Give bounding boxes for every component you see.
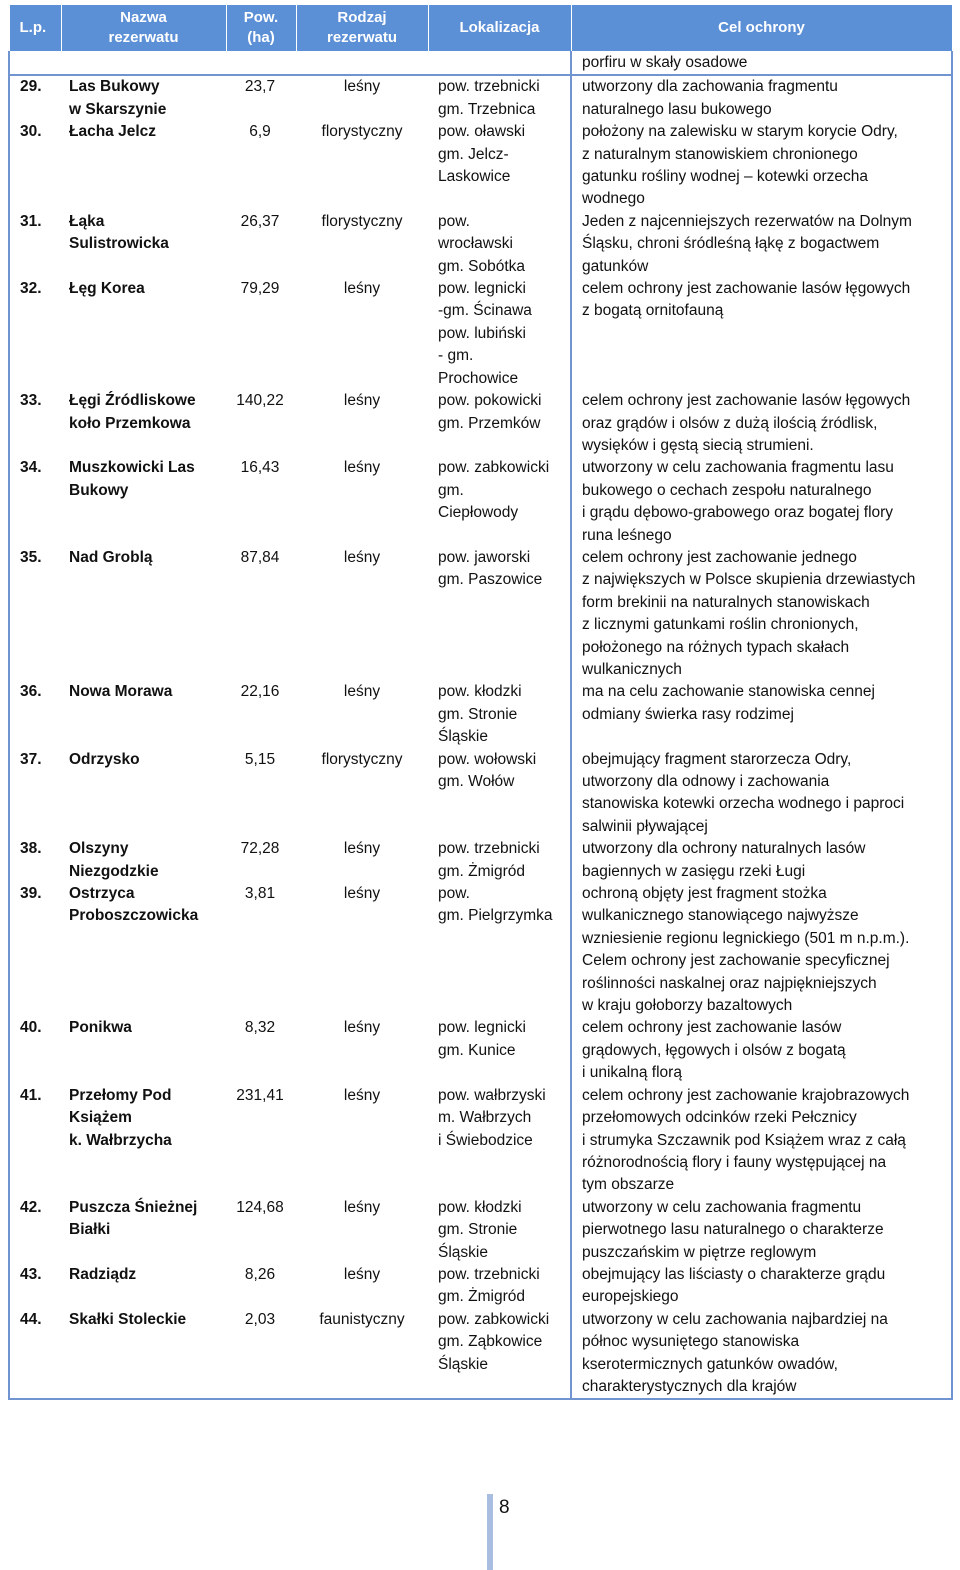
cell-name: Skałki Stoleckie (61, 1309, 226, 1400)
cell-goal: ma na celu zachowanie stanowiska cennej odmiany świerka rasy rodzimej (571, 681, 952, 748)
cell-type: leśny (343, 548, 381, 566)
table-row (9, 211, 952, 278)
cell-name: Przełomy Pod Książem k. Wałbrzycha (69, 1086, 172, 1149)
cell-goal: utworzony dla ochrony naturalnych lasów bagiennych w zasięgu rzeki Ługi (571, 838, 952, 883)
cell-area: 26,37 (240, 212, 280, 230)
cell-type: florystyczny (321, 212, 403, 230)
cell-goal: ochroną objęty jest fragment stożka wulkanicznego stanowiącego najwyższe wzniesienie regionu legnickiego (501 m n.p.m.). Celem ochrony jest zachowanie specyficznej roślinności naskalnej oraz najpiękniejszych w kraju gołoborzy bazaltowych (571, 883, 952, 1017)
cell-area: 87,84 (240, 548, 280, 566)
cell-lp: 39. (9, 883, 61, 1017)
cell-area: 72,28 (240, 840, 280, 858)
header-lp: L.p. (9, 5, 61, 52)
cell-name: Ostrzyca Proboszczowicka (69, 885, 199, 925)
cell-type: leśny (343, 1198, 381, 1216)
table-row (9, 457, 952, 547)
footer-bar (487, 1494, 493, 1570)
cell-name: Olszyny Niezgodzkie (69, 840, 159, 880)
cell-loc: pow. trzebnicki gm. Żmigród (428, 1264, 571, 1309)
header-type: Rodzaj rezerwatu (296, 5, 428, 52)
cell-name: Łąka Sulistrowicka (69, 212, 169, 253)
cell-area: 3,81 (244, 885, 276, 903)
cell-goal: położony na zalewisku w starym korycie Odry, z naturalnym stanowiskiem chronionego gatunku rośliny wodnej – kotewki orzecha wodnego (571, 121, 952, 211)
cell-lp: 30. (9, 121, 61, 211)
cell-area: 124,68 (236, 1198, 284, 1216)
header-location: Lokalizacja (428, 5, 571, 52)
table-row-continuation (9, 52, 952, 76)
cell-name: Muszkowicki Las Bukowy (69, 459, 195, 499)
table-row (9, 547, 952, 681)
continuation-goal: porfiru w skały osadowe (571, 52, 952, 76)
cell-type: leśny (343, 392, 381, 410)
cell-goal: utworzony dla zachowania fragmentu naturalnego lasu bukowego (571, 75, 952, 121)
cell-lp: 29. (9, 75, 61, 121)
table-row (9, 1017, 952, 1084)
cell-goal: celem ochrony jest zachowanie krajobrazowych przełomowych odcinków rzeki Pełcznicy i strumyka Szczawnik pod Książem wraz z całą różnorodnością flory i fauny występującej na tym obszarze (571, 1085, 952, 1197)
cell-loc: pow. wałbrzyski m. Wałbrzych i Świebodzice (428, 1085, 571, 1197)
cell-lp: 43. (9, 1264, 61, 1309)
table-row (9, 390, 952, 457)
cell-type: leśny (343, 280, 381, 298)
cell-loc: pow. jaworski gm. Paszowice (428, 547, 571, 681)
cell-loc: pow. zabkowicki gm. Ząbkowice Śląskie (428, 1309, 571, 1400)
cell-name: Ponikwa (69, 1019, 132, 1037)
cell-loc: pow. trzebnicki gm. Żmigród (428, 838, 571, 883)
cell-name: Łacha Jelcz (69, 123, 157, 141)
cell-name: Łęg Korea (69, 280, 145, 298)
cell-loc: pow. kłodzki gm. Stronie Śląskie (428, 1197, 571, 1264)
cell-lp: 44. (9, 1309, 61, 1400)
cell-type: leśny (343, 1019, 381, 1037)
cell-area: 5,15 (244, 750, 276, 768)
cell-loc: pow. trzebnicki gm. Trzebnica (428, 75, 571, 121)
cell-loc: pow. legnicki -gm. Ścinawa pow. lubiński - gm. Prochowice (428, 278, 571, 390)
cell-name: Las Bukowy w Skarszynie (69, 78, 167, 118)
cell-area: 231,41 (236, 1086, 284, 1104)
cell-name: Odrzysko (69, 750, 140, 768)
cell-lp: 34. (9, 457, 61, 547)
cell-area: 22,16 (240, 683, 280, 701)
table-row (9, 1197, 952, 1264)
cell-lp: 37. (9, 749, 61, 839)
table-body (9, 52, 952, 1400)
cell-type: leśny (343, 1265, 381, 1283)
cell-goal: utworzony w celu zachowania najbardziej na północ wysuniętego stanowiska kserotermicznych gatunków owadów, charakterystycznych dla krajów (571, 1309, 952, 1400)
header-area: Pow. (ha) (226, 5, 296, 52)
cell-type: florystyczny (321, 123, 403, 141)
cell-loc: pow. legnicki gm. Kunice (428, 1017, 571, 1084)
cell-lp: 42. (9, 1197, 61, 1264)
table-row (9, 278, 952, 390)
cell-name: Nowa Morawa (69, 683, 173, 701)
cell-goal: celem ochrony jest zachowanie lasów grądowych, łęgowych i olsów z bogatą i unikalną florą (571, 1017, 952, 1084)
cell-lp: 35. (9, 547, 61, 681)
cell-loc: pow. pokowicki gm. Przemków (428, 390, 571, 457)
cell-area: 8,26 (244, 1265, 276, 1283)
cell-name: Łęgi Źródliskowe koło Przemkowa (69, 392, 196, 432)
cell-type: leśny (343, 885, 381, 903)
cell-type: leśny (343, 683, 381, 701)
table-row (9, 1309, 952, 1400)
table-row (9, 1085, 952, 1197)
table-row (9, 1264, 952, 1309)
cell-loc: pow. oławski gm. Jelcz- Laskowice (428, 121, 571, 211)
table-row (9, 838, 952, 883)
reserves-table-wrapper (8, 4, 951, 1400)
cell-loc: pow. zabkowicki gm. Ciepłowody (428, 457, 571, 547)
table-row (9, 681, 952, 748)
cell-area: 6,9 (249, 123, 271, 141)
cell-name: Radziądz (69, 1265, 137, 1283)
cell-goal: utworzony w celu zachowania fragmentu lasu bukowego o cechach zespołu naturalnego i grądu dębowo-grabowego oraz bogatej flory runa leśnego (571, 457, 952, 547)
cell-lp: 36. (9, 681, 61, 748)
cell-goal: celem ochrony jest zachowanie lasów łęgowych oraz grądów i olsów z dużą ilością źródlisk, wysięków i gęstą siecią strumieni. (571, 390, 952, 457)
reserves-table (8, 4, 953, 1400)
page-number: 8 (499, 1497, 510, 1518)
cell-area: 2,03 (226, 1309, 296, 1400)
table-row (9, 75, 952, 121)
cell-goal: obejmujący las liściasty o charakterze grądu europejskiego (571, 1264, 952, 1309)
cell-type: leśny (343, 459, 381, 477)
cell-lp: 41. (9, 1085, 61, 1197)
cell-lp: 32. (9, 278, 61, 390)
cell-lp: 33. (9, 390, 61, 457)
cell-lp: 38. (9, 838, 61, 883)
cell-lp: 40. (9, 1017, 61, 1084)
table-row (9, 749, 952, 839)
cell-type: florystyczny (321, 750, 403, 768)
cell-loc: pow. wołowski gm. Wołów (428, 749, 571, 839)
header-goal: Cel ochrony (571, 5, 952, 52)
cell-area: 140,22 (236, 392, 284, 410)
table-header (9, 5, 952, 52)
cell-loc: pow. wrocławski gm. Sobótka (428, 211, 571, 278)
cell-name: Nad Groblą (69, 548, 153, 566)
cell-goal: utworzony w celu zachowania fragmentu pierwotnego lasu naturalnego o charakterze puszczańskim w piętrze reglowym (571, 1197, 952, 1264)
cell-type: leśny (343, 840, 381, 858)
table-row (9, 121, 952, 211)
cell-goal: celem ochrony jest zachowanie jednego z największych w Polsce skupienia drzewiastych form brekinii na naturalnych stanowiskach z licznymi gatunkami roślin chronionych, położonego na różnych typach skałach wulkanicznych (571, 547, 952, 681)
header-name: Nazwa rezerwatu (61, 5, 226, 52)
cell-type: leśny (343, 1086, 381, 1104)
cell-area: 16,43 (240, 459, 280, 477)
cell-loc: pow. kłodzki gm. Stronie Śląskie (428, 681, 571, 748)
cell-goal: obejmujący fragment starorzecza Odry, utworzony dla odnowy i zachowania stanowiska kotewki orzecha wodnego i paproci salwinii pływającej (571, 749, 952, 839)
cell-area: 8,32 (244, 1019, 276, 1037)
cell-type: faunistyczny (296, 1309, 428, 1400)
cell-area: 23,7 (244, 78, 276, 96)
cell-type: leśny (343, 78, 381, 96)
cell-goal: Jeden z najcenniejszych rezerwatów na Dolnym Śląsku, chroni śródleśną łąkę z bogactwem gatunków (571, 211, 952, 278)
cell-goal: celem ochrony jest zachowanie lasów łęgowych z bogatą ornitofauną (571, 278, 952, 390)
cell-area: 79,29 (240, 280, 280, 298)
table-row (9, 883, 952, 1017)
cell-name: Puszcza Śnieżnej Białki (69, 1198, 198, 1239)
cell-lp: 31. (9, 211, 61, 278)
cell-loc: pow. gm. Pielgrzymka (428, 883, 571, 1017)
